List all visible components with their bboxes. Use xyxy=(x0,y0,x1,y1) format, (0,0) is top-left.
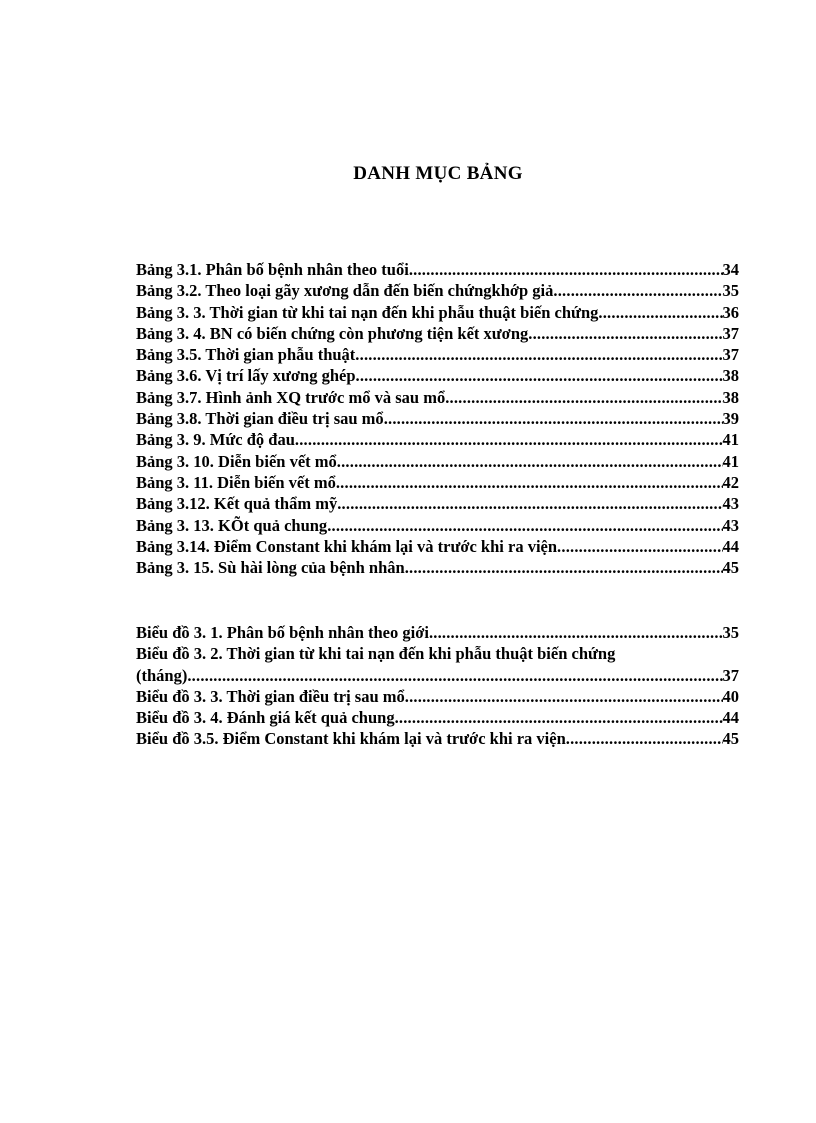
dot-leader xyxy=(395,707,723,728)
page-number: 35 xyxy=(722,281,739,301)
entry-title: Bảng 3.5. Thời gian phẫu thuật xyxy=(136,345,356,365)
entry-title: Biểu đồ 3. 2. Thời gian từ khi tai nạn đến khi phẫu thuật biến chứng xyxy=(136,644,616,664)
toc-entry-table-3-11[interactable] xyxy=(136,472,739,493)
dot-leader xyxy=(295,429,723,450)
page-number: 41 xyxy=(722,430,739,450)
toc-entry-chart-3-3[interactable] xyxy=(136,686,739,707)
page-title: DANH MỤC BẢNG xyxy=(353,163,523,184)
dot-leader xyxy=(598,302,722,323)
page-number: 38 xyxy=(722,366,739,386)
dot-leader xyxy=(528,323,722,344)
page-number: 37 xyxy=(722,323,739,343)
dot-leader xyxy=(356,365,723,386)
dot-leader xyxy=(337,493,722,514)
toc-entry-table-3-2[interactable] xyxy=(136,280,739,301)
dot-leader xyxy=(405,557,723,578)
dot-leader xyxy=(409,259,723,280)
entry-title-continued xyxy=(136,665,739,686)
entry-title: Bảng 3.8. Thời gian điều trị sau mổ xyxy=(136,409,384,429)
entry-title: Biểu đồ 3. 3. Thời gian điều trị sau mổ xyxy=(136,686,405,706)
entry-title: Bảng 3.2. Theo loại gãy xương dẫn đến biến chứngkhớp giả xyxy=(136,281,554,301)
toc-entry-table-3-13[interactable] xyxy=(136,515,739,536)
chart-list xyxy=(136,622,739,750)
page-number: 43 xyxy=(722,494,739,514)
entry-title: Bảng 3.14. Điểm Constant khi khám lại và trước khi ra viện xyxy=(136,536,558,556)
page-number: 42 xyxy=(722,472,739,492)
page-number: 44 xyxy=(722,536,739,556)
toc-entry-chart-3-4[interactable] xyxy=(136,707,739,728)
dot-leader xyxy=(553,280,722,301)
toc-entry-table-3-15[interactable] xyxy=(136,557,739,578)
toc-entry-table-3-1[interactable] xyxy=(136,259,739,280)
page-number: 35 xyxy=(722,623,739,642)
dot-leader xyxy=(566,728,723,749)
toc-entry-chart-3-5[interactable] xyxy=(136,728,739,749)
toc-entry-chart-3-2[interactable] xyxy=(136,643,739,686)
dot-leader xyxy=(384,408,723,429)
entry-title: Bảng 3. 11. Diễn biến vết mổ xyxy=(136,472,336,492)
entry-title: Biểu đồ 3. 4. Đánh giá kết quả chung xyxy=(136,708,395,728)
entry-title: Bảng 3. 3. Thời gian từ khi tai nạn đến khi phẫu thuật biến chứng xyxy=(136,302,599,322)
dot-leader xyxy=(327,515,722,536)
toc-entry-table-3-9[interactable] xyxy=(136,429,739,450)
entry-title: Bảng 3.12. Kết quả thẩm mỹ xyxy=(136,494,338,514)
entry-title: Bảng 3. 4. BN có biến chứng còn phương tiện kết xương xyxy=(136,323,529,343)
entry-title: Bảng 3. 10. Diễn biến vết mổ xyxy=(136,451,337,471)
toc-entry-table-3-7[interactable] xyxy=(136,387,739,408)
page-number: 37 xyxy=(722,345,739,365)
page-number: 36 xyxy=(722,302,739,322)
entry-title-tail: (tháng) xyxy=(136,665,188,685)
entry-title: Bảng 3.6. Vị trí lấy xương ghép xyxy=(136,366,356,386)
page-number: 38 xyxy=(722,387,739,407)
dot-leader xyxy=(405,686,723,707)
page-number: 45 xyxy=(722,558,739,578)
entry-title: Bảng 3.7. Hình ảnh XQ trước mổ và sau mổ xyxy=(136,387,446,407)
table-list xyxy=(136,259,739,578)
page-number: 34 xyxy=(722,260,739,279)
page-number: 41 xyxy=(722,451,739,471)
dot-leader xyxy=(429,622,723,643)
toc-entry-table-3-10[interactable] xyxy=(136,451,739,472)
dot-leader xyxy=(445,387,722,408)
page-number: 44 xyxy=(722,708,739,728)
entry-title: Bảng 3.1. Phân bố bệnh nhân theo tuổi xyxy=(136,260,409,279)
dot-leader xyxy=(355,344,722,365)
toc-entry-table-3-8[interactable] xyxy=(136,408,739,429)
toc-entry-table-3-4[interactable] xyxy=(136,323,739,344)
dot-leader xyxy=(557,536,722,557)
dot-leader xyxy=(187,665,722,686)
toc-entry-chart-3-1[interactable] xyxy=(136,622,739,643)
toc-entry-table-3-5[interactable] xyxy=(136,344,739,365)
page-number: 39 xyxy=(722,409,739,429)
entry-title: Bảng 3. 13. KÕt quả chung xyxy=(136,515,328,535)
toc-entry-table-3-14[interactable] xyxy=(136,536,739,557)
dot-leader xyxy=(336,472,723,493)
page-number: 40 xyxy=(722,686,739,706)
toc-entry-table-3-12[interactable] xyxy=(136,493,739,514)
toc-entry-table-3-3[interactable] xyxy=(136,302,739,323)
entry-title: Biểu đồ 3.5. Điểm Constant khi khám lại và trước khi ra viện xyxy=(136,729,566,749)
dot-leader xyxy=(337,451,723,472)
page-number: 37 xyxy=(722,665,739,685)
entry-title: Bảng 3. 15. Sù hài lòng của bệnh nhân xyxy=(136,558,405,578)
toc-entry-table-3-6[interactable] xyxy=(136,365,739,386)
page-number: 43 xyxy=(722,515,739,535)
page-number: 45 xyxy=(722,729,739,749)
entry-title: Biểu đồ 3. 1. Phân bố bệnh nhân theo giới xyxy=(136,623,429,642)
entry-title: Bảng 3. 9. Mức độ đau xyxy=(136,430,295,450)
